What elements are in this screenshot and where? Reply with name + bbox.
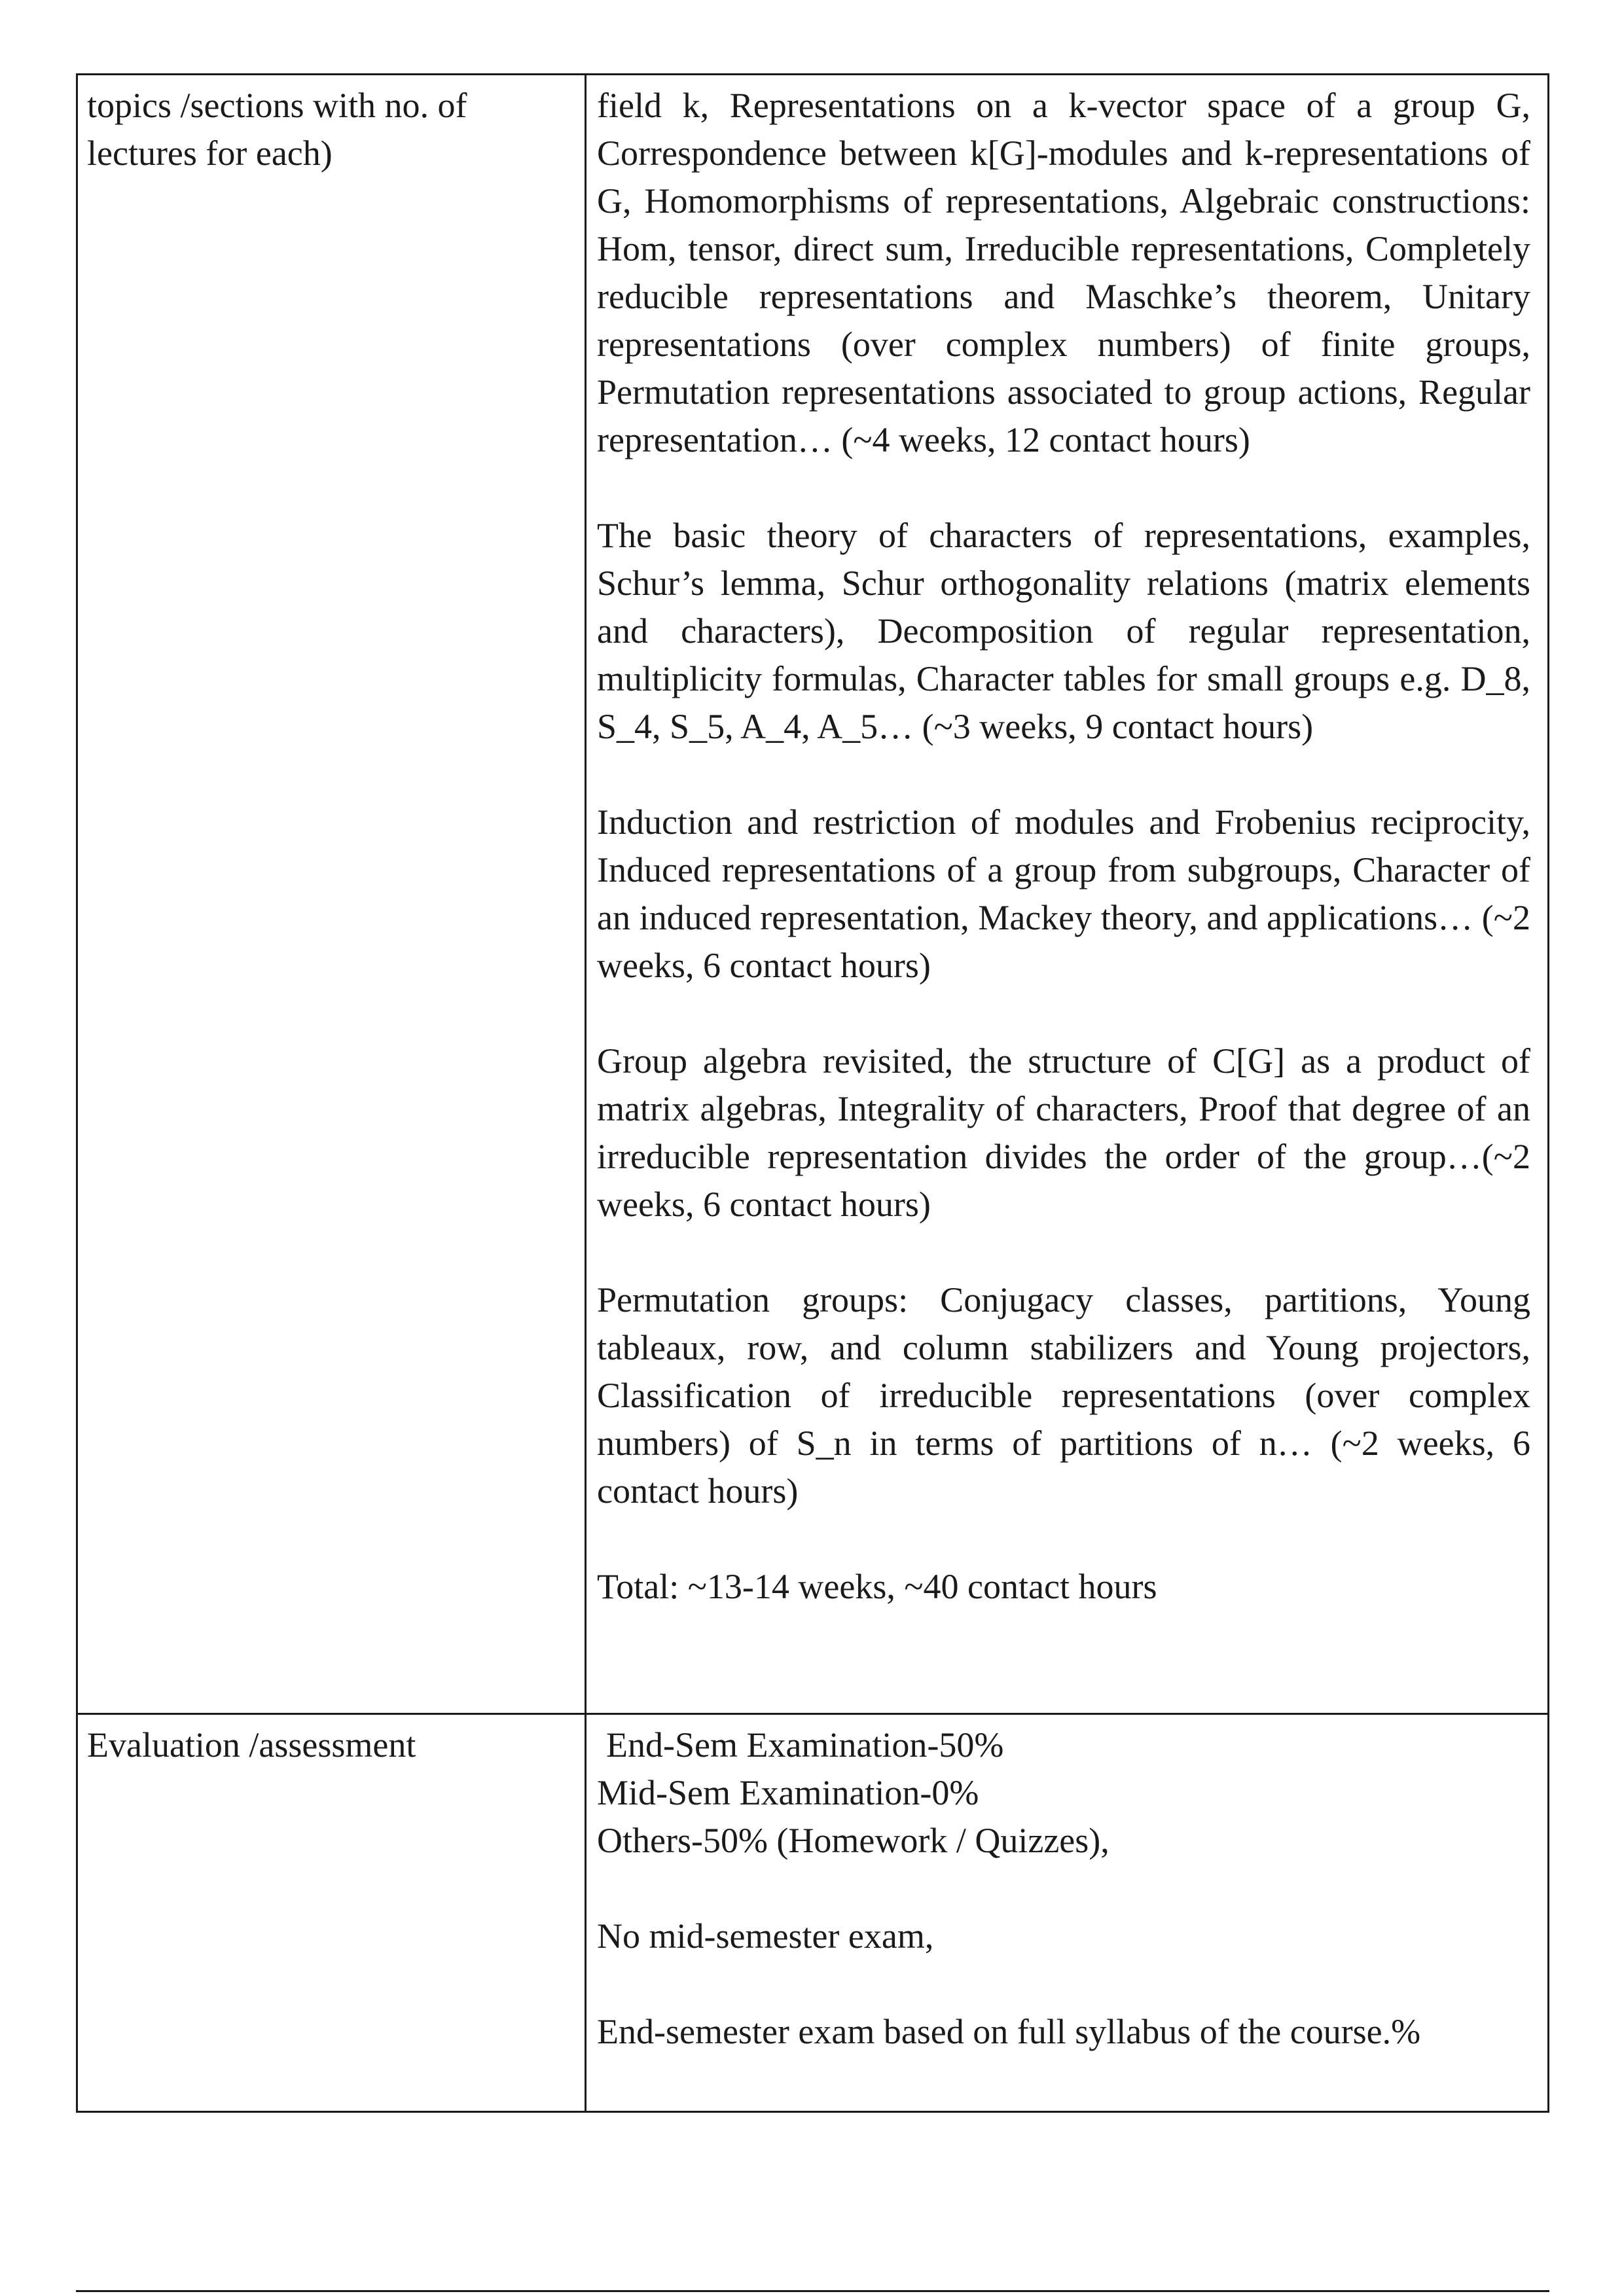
topic-section-representations: field k, Representations on a k-vector space of a group G, Correspondence between k[G]-modules and k-representations of G, Homomorphisms of representations, Algebraic constructions: Hom, tensor, direct sum, Irreducible representations, Completely reducible representations and Maschke’s theorem, Unitary representations (over complex numbers) of finite groups, Permutation representations associated to group actions, Regular representation… (~4 weeks, 12 contact hours) (597, 86, 1530, 459)
others-weight: Others-50% (Homework / Quizzes), (597, 1821, 1110, 1860)
paragraph-gap (597, 1865, 1530, 1912)
topics-row (77, 75, 1549, 1714)
topics-content-cell (586, 75, 1549, 1714)
paragraph-gap (597, 751, 1530, 798)
evaluation-label: Evaluation /assessment (87, 1725, 416, 1765)
footer-rule (76, 2290, 1549, 2292)
end-sem-weight: End-Sem Examination-50% (606, 1725, 1004, 1765)
paragraph-gap (597, 1960, 1530, 2008)
topic-section-characters: The basic theory of characters of representations, examples, Schur’s lemma, Schur orthogonality relations (matrix elements and characters), Decomposition of regular representation, multiplicity formulas, Character tables for small groups e.g. D_8, S_4, S_5, A_4, A_5… (~3 weeks, 9 contact hours) (597, 516, 1530, 746)
topics-label: topics /sections with no. of lectures for each) (87, 86, 467, 173)
paragraph-gap (597, 990, 1530, 1037)
mid-sem-weight: Mid-Sem Examination-0% (597, 1773, 979, 1812)
paragraph-gap (597, 464, 1530, 512)
paragraph-gap (597, 1515, 1530, 1563)
end-sem-note: End-semester exam based on full syllabus of the course.% (597, 2012, 1421, 2051)
evaluation-row (77, 1714, 1549, 2112)
syllabus-table (76, 73, 1549, 2113)
topic-section-group-algebra: Group algebra revisited, the structure of C[G] as a product of matrix algebras, Integrality of characters, Proof that degree of an irreducible representation divides the order of the group…(~2 weeks, 6 contact hours) (597, 1041, 1530, 1224)
topics-label-cell (77, 75, 586, 1714)
paragraph-gap (597, 1229, 1530, 1276)
topic-section-induction: Induction and restriction of modules and Frobenius reciprocity, Induced representations of a group from subgroups, Character of an induced representation, Mackey theory, and applications… (~2 weeks, 6 contact hours) (597, 802, 1530, 985)
topics-total: Total: ~13-14 weeks, ~40 contact hours (597, 1567, 1157, 1606)
topic-section-permutation-groups: Permutation groups: Conjugacy classes, partitions, Young tableaux, row, and column stabilizers and Young projectors, Classification of irreducible representations (over complex numbers) of S_n in terms of partitions of n… (~2 weeks, 6 contact hours) (597, 1280, 1530, 1511)
evaluation-label-cell (77, 1714, 586, 2112)
evaluation-content-cell (586, 1714, 1549, 2112)
mid-sem-note: No mid-semester exam, (597, 1916, 934, 1956)
